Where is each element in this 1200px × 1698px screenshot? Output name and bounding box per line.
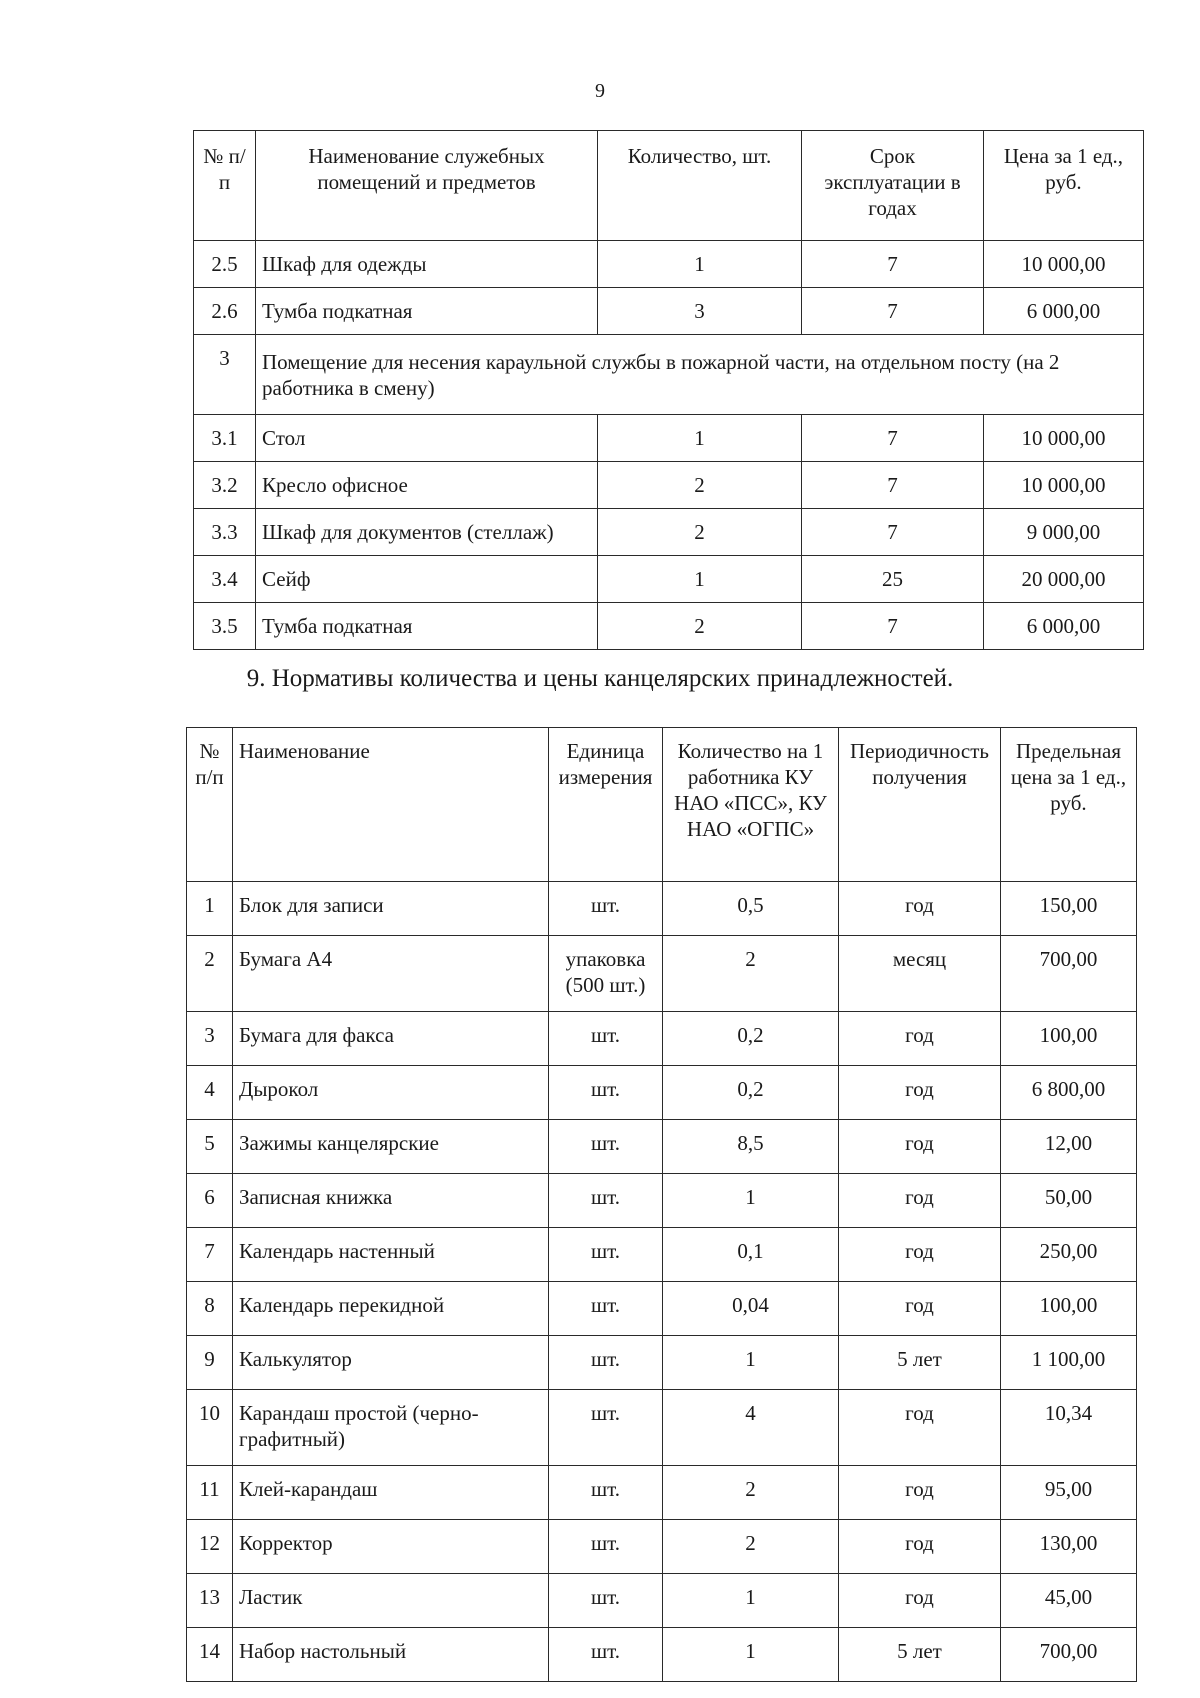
row-service-life: 7 — [802, 603, 984, 650]
table-row — [187, 1120, 1137, 1174]
table-row — [194, 241, 1144, 288]
row-quantity: 2 — [598, 603, 802, 650]
row-price: 10,34 — [1001, 1390, 1137, 1466]
row-quantity: 0,04 — [663, 1282, 839, 1336]
row-unit: шт. — [549, 1012, 663, 1066]
row-number: 5 — [187, 1120, 233, 1174]
row-periodicity: год — [839, 1012, 1001, 1066]
row-name: Календарь перекидной — [233, 1282, 549, 1336]
table-row — [194, 509, 1144, 556]
row-price: 10 000,00 — [984, 241, 1144, 288]
row-number: 13 — [187, 1574, 233, 1628]
row-name: Тумба подкатная — [256, 288, 598, 335]
section-row — [194, 335, 1144, 415]
row-service-life: 7 — [802, 415, 984, 462]
row-name: Стол — [256, 415, 598, 462]
row-price: 10 000,00 — [984, 415, 1144, 462]
row-number: 3.3 — [194, 509, 256, 556]
row-quantity: 1 — [663, 1336, 839, 1390]
row-quantity: 0,2 — [663, 1066, 839, 1120]
row-unit: упаковка (500 шт.) — [549, 936, 663, 1012]
stationery-table — [186, 727, 1137, 1682]
section-heading: 9. Нормативы количества и цены канцелярских принадлежностей. — [246, 665, 954, 692]
row-unit: шт. — [549, 1390, 663, 1466]
row-quantity: 2 — [598, 509, 802, 556]
row-periodicity: год — [839, 1282, 1001, 1336]
row-name: Дырокол — [233, 1066, 549, 1120]
table-row — [194, 415, 1144, 462]
row-price: 9 000,00 — [984, 509, 1144, 556]
row-quantity: 0,5 — [663, 882, 839, 936]
table-row — [187, 1466, 1137, 1520]
header-unit: Единица измерения — [549, 728, 663, 882]
row-unit: шт. — [549, 1282, 663, 1336]
row-price: 100,00 — [1001, 1282, 1137, 1336]
row-number: 6 — [187, 1174, 233, 1228]
row-unit: шт. — [549, 1228, 663, 1282]
row-quantity: 1 — [598, 415, 802, 462]
row-price: 12,00 — [1001, 1120, 1137, 1174]
row-periodicity: год — [839, 1466, 1001, 1520]
row-unit: шт. — [549, 1520, 663, 1574]
table-row — [187, 1012, 1137, 1066]
row-price: 130,00 — [1001, 1520, 1137, 1574]
header-price: Цена за 1 ед., руб. — [984, 131, 1144, 241]
row-unit: шт. — [549, 1574, 663, 1628]
row-quantity: 1 — [663, 1574, 839, 1628]
row-number: 2 — [187, 936, 233, 1012]
row-price: 6 000,00 — [984, 603, 1144, 650]
row-name: Ластик — [233, 1574, 549, 1628]
header-number: № п/п — [194, 131, 256, 241]
header-number: № п/п — [187, 728, 233, 882]
row-name: Калькулятор — [233, 1336, 549, 1390]
row-periodicity: месяц — [839, 936, 1001, 1012]
header-service-life: Срок эксплуатации в годах — [802, 131, 984, 241]
row-name: Календарь настенный — [233, 1228, 549, 1282]
row-periodicity: 5 лет — [839, 1628, 1001, 1682]
row-periodicity: 5 лет — [839, 1336, 1001, 1390]
row-number: 4 — [187, 1066, 233, 1120]
row-number: 2.5 — [194, 241, 256, 288]
row-name: Зажимы канцелярские — [233, 1120, 549, 1174]
row-service-life: 7 — [802, 241, 984, 288]
row-periodicity: год — [839, 882, 1001, 936]
row-price: 20 000,00 — [984, 556, 1144, 603]
row-name: Шкаф для документов (стеллаж) — [256, 509, 598, 556]
table-row — [194, 603, 1144, 650]
row-number: 9 — [187, 1336, 233, 1390]
table-header-row — [194, 131, 1144, 241]
table-row — [187, 1520, 1137, 1574]
header-periodicity: Периодичность получения — [839, 728, 1001, 882]
row-price: 100,00 — [1001, 1012, 1137, 1066]
row-number: 10 — [187, 1390, 233, 1466]
header-max-price: Предельная цена за 1 ед., руб. — [1001, 728, 1137, 882]
row-price: 10 000,00 — [984, 462, 1144, 509]
table-row — [187, 1282, 1137, 1336]
row-price: 6 000,00 — [984, 288, 1144, 335]
row-periodicity: год — [839, 1066, 1001, 1120]
header-name: Наименование служебных помещений и предметов — [256, 131, 598, 241]
row-number: 12 — [187, 1520, 233, 1574]
row-price: 50,00 — [1001, 1174, 1137, 1228]
row-periodicity: год — [839, 1228, 1001, 1282]
table-row — [187, 1336, 1137, 1390]
table-row — [187, 1228, 1137, 1282]
row-quantity: 2 — [663, 936, 839, 1012]
row-quantity: 1 — [663, 1628, 839, 1682]
row-quantity: 0,1 — [663, 1228, 839, 1282]
row-number: 3.4 — [194, 556, 256, 603]
row-name: Шкаф для одежды — [256, 241, 598, 288]
row-quantity: 2 — [598, 462, 802, 509]
row-quantity: 2 — [663, 1520, 839, 1574]
row-service-life: 25 — [802, 556, 984, 603]
row-quantity: 0,2 — [663, 1012, 839, 1066]
row-unit: шт. — [549, 1336, 663, 1390]
row-price: 150,00 — [1001, 882, 1137, 936]
section-number: 3 — [194, 335, 256, 415]
row-number: 3.2 — [194, 462, 256, 509]
row-service-life: 7 — [802, 462, 984, 509]
row-unit: шт. — [549, 1120, 663, 1174]
row-quantity: 1 — [598, 241, 802, 288]
row-price: 700,00 — [1001, 936, 1137, 1012]
row-number: 7 — [187, 1228, 233, 1282]
table-row — [194, 556, 1144, 603]
row-periodicity: год — [839, 1174, 1001, 1228]
row-periodicity: год — [839, 1390, 1001, 1466]
table-row — [187, 1174, 1137, 1228]
furniture-table — [193, 130, 1144, 650]
row-number: 14 — [187, 1628, 233, 1682]
row-name: Корректор — [233, 1520, 549, 1574]
row-number: 3.5 — [194, 603, 256, 650]
row-periodicity: год — [839, 1520, 1001, 1574]
row-price: 1 100,00 — [1001, 1336, 1137, 1390]
row-name: Набор настольный — [233, 1628, 549, 1682]
row-name: Тумба подкатная — [256, 603, 598, 650]
row-unit: шт. — [549, 1066, 663, 1120]
row-quantity: 4 — [663, 1390, 839, 1466]
table-row — [187, 936, 1137, 1012]
row-service-life: 7 — [802, 288, 984, 335]
row-price: 700,00 — [1001, 1628, 1137, 1682]
row-number: 2.6 — [194, 288, 256, 335]
table-row — [187, 882, 1137, 936]
header-quantity: Количество, шт. — [598, 131, 802, 241]
row-number: 1 — [187, 882, 233, 936]
row-number: 3 — [187, 1012, 233, 1066]
row-quantity: 1 — [663, 1174, 839, 1228]
row-quantity: 2 — [663, 1466, 839, 1520]
row-name: Блок для записи — [233, 882, 549, 936]
table-row — [194, 288, 1144, 335]
table-row — [194, 462, 1144, 509]
row-number: 11 — [187, 1466, 233, 1520]
header-name: Наименование — [233, 728, 549, 882]
row-unit: шт. — [549, 1466, 663, 1520]
row-periodicity: год — [839, 1120, 1001, 1174]
row-quantity: 1 — [598, 556, 802, 603]
row-name: Бумага А4 — [233, 936, 549, 1012]
header-quantity-per-worker: Количество на 1 работника КУ НАО «ПСС», КУ НАО «ОГПС» — [663, 728, 839, 882]
table-row — [187, 1066, 1137, 1120]
row-periodicity: год — [839, 1574, 1001, 1628]
row-name: Сейф — [256, 556, 598, 603]
row-quantity: 3 — [598, 288, 802, 335]
table-row — [187, 1574, 1137, 1628]
row-number: 3.1 — [194, 415, 256, 462]
row-name: Записная книжка — [233, 1174, 549, 1228]
row-quantity: 8,5 — [663, 1120, 839, 1174]
row-name: Кресло офисное — [256, 462, 598, 509]
row-service-life: 7 — [802, 509, 984, 556]
table-header-row — [187, 728, 1137, 882]
row-price: 6 800,00 — [1001, 1066, 1137, 1120]
page-number: 9 — [595, 80, 605, 102]
table-row — [187, 1628, 1137, 1682]
row-price: 45,00 — [1001, 1574, 1137, 1628]
row-unit: шт. — [549, 1628, 663, 1682]
row-name: Бумага для факса — [233, 1012, 549, 1066]
row-price: 95,00 — [1001, 1466, 1137, 1520]
row-price: 250,00 — [1001, 1228, 1137, 1282]
row-name: Карандаш простой (черно-графитный) — [233, 1390, 549, 1466]
table-row — [187, 1390, 1137, 1466]
row-unit: шт. — [549, 1174, 663, 1228]
section-title: Помещение для несения караульной службы в пожарной части, на отдельном посту (на 2 работника в смену) — [256, 335, 1144, 415]
row-number: 8 — [187, 1282, 233, 1336]
row-name: Клей-карандаш — [233, 1466, 549, 1520]
row-unit: шт. — [549, 882, 663, 936]
